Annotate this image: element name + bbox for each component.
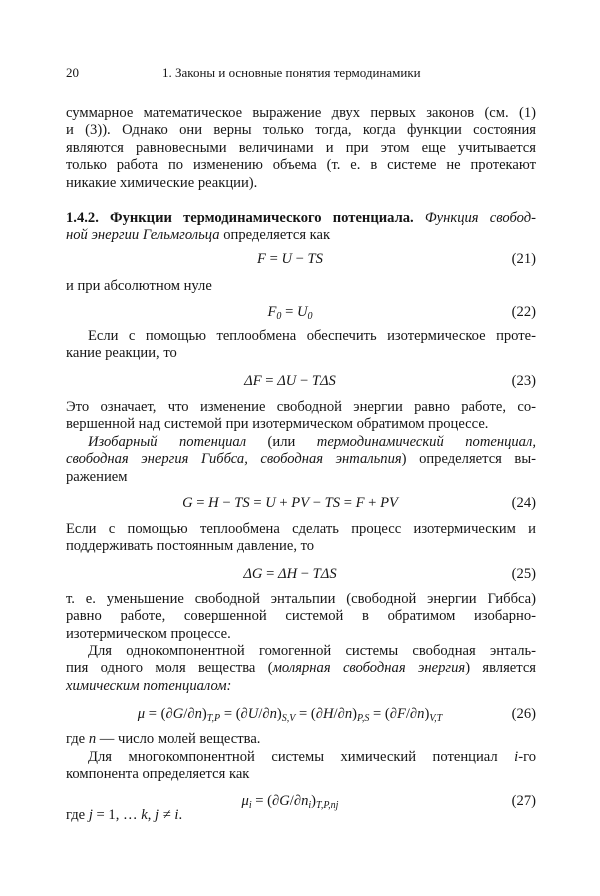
text-line — [88, 749, 536, 766]
text-run: i — [514, 749, 519, 765]
text-line — [88, 643, 536, 660]
equation — [66, 372, 536, 390]
text-run: химическим потенциалом: — [66, 677, 232, 694]
text-run: /∂ — [405, 706, 418, 722]
text-run: -го — [518, 749, 536, 765]
text-line — [66, 227, 536, 244]
subscript: T,P — [206, 713, 221, 724]
text-run: U — [296, 304, 308, 320]
text-line — [66, 538, 536, 555]
text-run: и (3)). Однако они верны только тогда, когда функции состояния — [66, 122, 536, 139]
text-run: только работа по изменению объема (т. е. в системе не протекают — [66, 157, 536, 174]
text-run: ΔH — [278, 566, 298, 582]
text-run: суммарное математическое выражение двух первых законов (см. (1) — [66, 105, 536, 121]
subscript: S,V — [281, 713, 296, 724]
text-line — [66, 591, 536, 608]
equation-number: (22) — [511, 304, 536, 320]
text-run: ) — [201, 706, 207, 722]
text-run: определяется как — [219, 227, 331, 244]
equation — [66, 565, 536, 583]
equation-body — [66, 303, 514, 326]
text-line — [66, 278, 536, 295]
text-run: Если с помощью теплообмена сделать процесс изотермическим и — [66, 521, 536, 537]
text-line — [88, 328, 536, 345]
text-run: = — [281, 304, 297, 320]
text-run: = — [340, 495, 356, 511]
text-run: никакие химические реакции). — [66, 174, 258, 191]
text-run: — число молей вещества. — [96, 731, 261, 747]
subscript: P,S — [357, 713, 370, 724]
text-run: и при абсолютном нуле — [66, 278, 212, 294]
equation-number: (24) — [511, 495, 536, 511]
text-run: U — [281, 251, 293, 267]
subscript: i — [248, 800, 252, 811]
equation — [66, 250, 536, 268]
text-run: ) — [424, 706, 430, 722]
text-run: являются равновесными величинами и при этом еще учитывается — [66, 139, 536, 156]
text-line — [66, 122, 536, 139]
text-run: где — [66, 731, 89, 747]
text-run: ной энергии Гельмгольца — [66, 227, 220, 244]
text-line — [66, 469, 536, 486]
text-run: ΔF — [244, 373, 262, 389]
text-run: = 1, … — [92, 807, 142, 823]
text-run: /∂ — [183, 706, 195, 722]
text-run: кание реакции, то — [66, 345, 177, 362]
text-run: F — [355, 495, 365, 511]
text-run: /∂ — [289, 793, 302, 809]
text-run: TΔS — [311, 373, 336, 389]
text-run: μ — [241, 793, 249, 809]
text-run: ) — [311, 793, 317, 809]
text-run: k — [141, 807, 148, 823]
text-line — [66, 416, 536, 433]
equation — [66, 303, 536, 321]
text-run: ) — [352, 706, 357, 722]
text-run: H — [323, 706, 334, 722]
text-run: H — [208, 495, 219, 511]
text-run: вершенной над системой при изотермическом обратимом процессе. — [66, 416, 489, 433]
text-run: U — [265, 495, 276, 511]
text-run: т. е. уменьшение свободной энтальпии (свободной энергии Гиббса) — [66, 591, 536, 607]
text-line — [66, 345, 536, 362]
text-run: , — [147, 807, 156, 823]
text-run — [414, 210, 425, 226]
text-line — [66, 521, 536, 538]
equation-number: (23) — [511, 373, 536, 389]
text-run: F — [396, 706, 406, 722]
text-run: n — [269, 706, 277, 722]
text-run: TS — [324, 495, 341, 511]
page-number: 20 — [66, 65, 79, 80]
text-line — [88, 434, 536, 451]
equation-number: (26) — [511, 706, 536, 722]
text-run: . — [178, 807, 183, 823]
text-run: Изобарный потенциал — [88, 434, 247, 450]
text-run: n — [301, 793, 309, 809]
text-run: свободная энергия Гиббса, свободная энтальпия — [66, 451, 402, 468]
equation-body — [66, 705, 514, 728]
equation-number: (27) — [511, 793, 536, 809]
text-run: − — [218, 495, 235, 511]
text-run: i — [174, 807, 179, 823]
text-run: термодинамический потенциал, — [316, 434, 536, 450]
equation-body — [66, 565, 514, 583]
equation — [66, 705, 536, 723]
subscript: T,P,nj — [316, 800, 339, 811]
text-line — [66, 105, 536, 122]
text-run: ΔU — [277, 373, 297, 389]
text-run: ΔG — [243, 566, 263, 582]
text-run: μ — [137, 706, 146, 722]
text-run: = (∂ — [369, 706, 397, 722]
text-run: n — [88, 731, 97, 747]
text-run: ) является — [465, 660, 537, 677]
text-run: ) — [276, 706, 282, 722]
equation-body — [66, 250, 514, 268]
text-run: пия одного моля вещества ( — [66, 660, 273, 677]
text-run: − — [296, 373, 312, 389]
text-run: = (∂ — [295, 706, 323, 722]
text-run: Функция свобод- — [424, 210, 536, 226]
text-run: равно работе, совершенной системой в обратимом изобарно- — [66, 608, 536, 625]
text-run: PV — [291, 495, 310, 511]
text-run: молярная свободная энергия — [272, 660, 466, 677]
text-run: Если с помощью теплообмена обеспечить изотермическое проте- — [88, 328, 536, 344]
text-run: = — [249, 495, 266, 511]
text-line — [66, 157, 536, 174]
text-run: = (∂ — [145, 706, 173, 722]
text-line — [66, 608, 536, 625]
text-run: Это означает, что изменение свободной энергии равно работе, со- — [66, 399, 536, 415]
subscript: V,T — [429, 713, 443, 724]
text-run: n — [194, 706, 202, 722]
text-line — [66, 678, 536, 695]
text-run: Для многокомпонентной системы химический потенциал — [88, 749, 515, 765]
text-run: j — [88, 807, 93, 823]
subscript: 0 — [276, 311, 282, 322]
text-run: n — [344, 706, 353, 722]
equation-body — [66, 494, 514, 512]
subscript: 0 — [307, 311, 313, 322]
text-run: G — [182, 495, 193, 511]
running-title: 1. Законы и основные понятия термодинамики — [162, 65, 421, 80]
text-line — [66, 140, 536, 157]
text-run: изотермическом процессе. — [66, 625, 231, 642]
text-line — [66, 660, 536, 677]
equation-number: (21) — [511, 251, 536, 267]
subscript: i — [308, 800, 312, 811]
text-line — [66, 731, 536, 748]
text-run: TΔS — [312, 566, 337, 582]
text-run: Для однокомпонентной гомогенной системы свободная энталь- — [88, 643, 536, 659]
text-line — [66, 807, 536, 824]
text-run: ражением — [66, 468, 128, 485]
text-run: ) определяется вы- — [401, 451, 536, 468]
equation-number: (25) — [511, 566, 536, 582]
text-run: /∂ — [258, 706, 270, 722]
text-run: F — [257, 251, 266, 267]
text-run: компонента определяется как — [66, 766, 250, 783]
text-run: G — [172, 706, 184, 722]
text-run: = (∂ — [251, 793, 280, 809]
text-run: поддерживать постоянным давление, то — [66, 538, 315, 555]
text-run: где — [66, 807, 89, 823]
text-run: n — [417, 706, 425, 722]
text-run: + — [275, 495, 292, 511]
equation-body — [66, 372, 514, 390]
text-line — [66, 210, 536, 227]
text-line — [66, 766, 536, 783]
text-run: = (∂ — [220, 706, 248, 722]
equation — [66, 494, 536, 512]
text-line — [66, 626, 536, 643]
text-run: TS — [234, 495, 250, 511]
text-run: = — [265, 251, 282, 267]
text-run: = — [261, 373, 278, 389]
text-run: G — [279, 793, 290, 809]
text-run: TS — [307, 251, 323, 267]
text-run: F — [267, 304, 277, 320]
text-run: = — [262, 566, 278, 582]
text-run: j — [155, 807, 160, 823]
text-run: − — [297, 566, 313, 582]
text-line — [66, 451, 536, 468]
text-run: (или — [246, 434, 317, 450]
text-run: − — [292, 251, 308, 267]
text-run: ≠ — [159, 807, 175, 823]
text-line — [66, 175, 536, 192]
text-run: /∂ — [333, 706, 345, 722]
text-run: 1.4.2. Функции термодинамического потенциала. — [66, 210, 414, 226]
text-run: + — [364, 495, 381, 511]
text-run: U — [247, 706, 259, 722]
text-line — [66, 399, 536, 416]
text-run: = — [192, 495, 209, 511]
text-run: PV — [380, 495, 398, 511]
text-run: − — [309, 495, 325, 511]
